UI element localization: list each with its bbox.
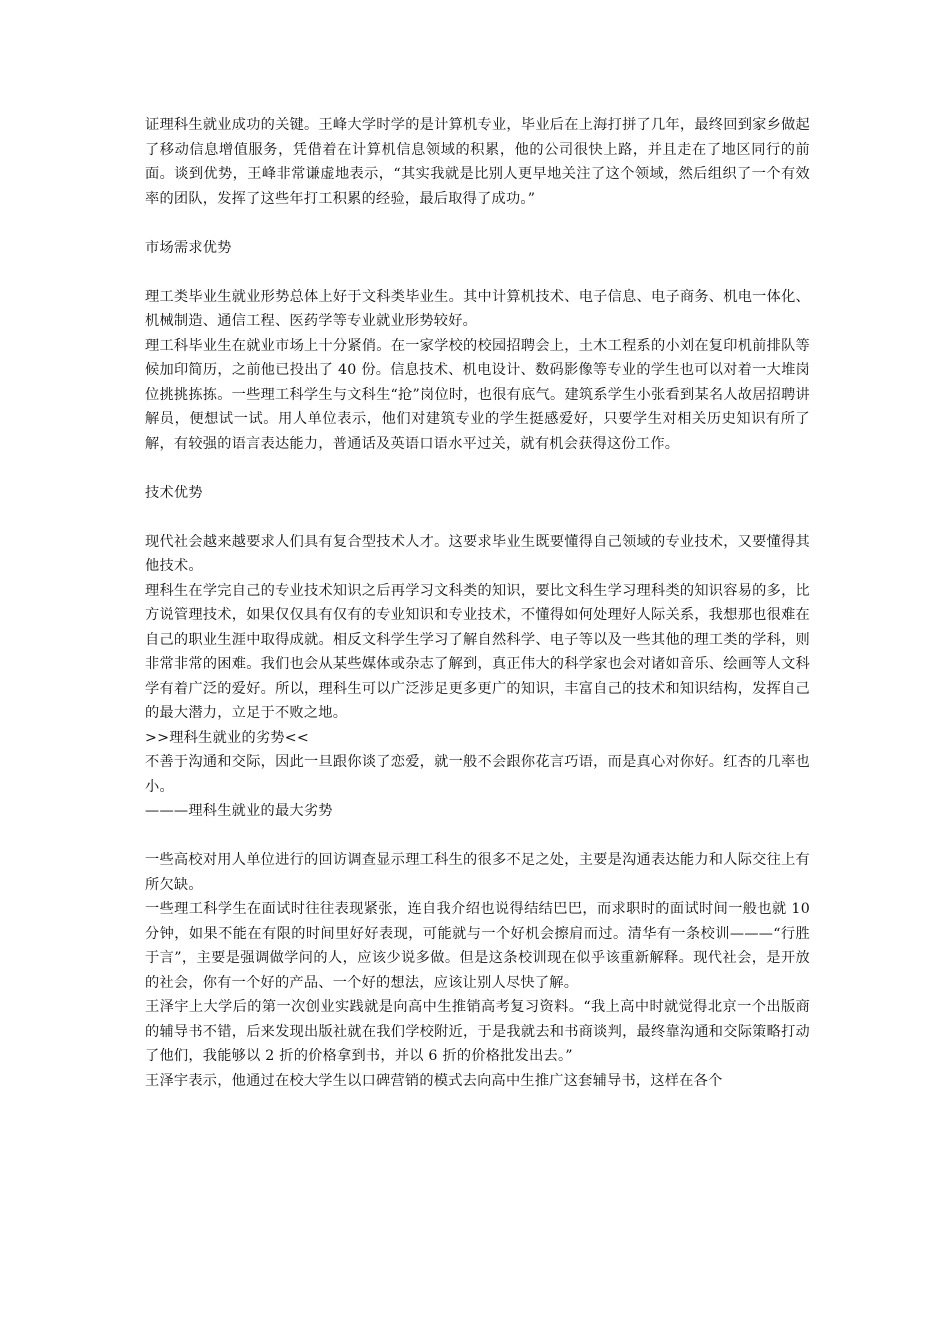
paragraph-employment-success: 证理科生就业成功的关键。王峰大学时学的是计算机专业，毕业后在上海打拼了几年，最终回到家乡做起了移动信息增值服务，凭借着在计算机信息领域的积累，他的公司很快上路，并且走在了地区同行的前面。谈到优势，王峰非常谦虚地表示，“其实我就是比别人更早地关注了这个领域，然后组织了一个有效率的团队，发挥了这些年打工积累的经验，最后取得了成功。” [145,117,810,207]
paragraph-compound-talent: 现代社会越来越要求人们具有复合型技术人才。这要求毕业生既要懂得自己领域的专业技术，又要懂得其他技术。 [145,533,810,574]
paragraph-job-market: 理工科毕业生在就业市场上十分紧俏。在一家学校的校园招聘会上，土木工程系的小刘在复印机前排队等候加印简历，之前他已投出了 40 份。信息技术、机电设计、数码影像等专业的学生也可以对着一大堆岗位挑挑拣拣。一些理工科学生与文科生“抢”岗位时，也很有底气。建筑系学生小张看到某名人故居招聘讲解员，便想试一试。用人单位表示，他们对建筑专业的学生挺感爱好，只要学生对相关历史知识有所了解，有较强的语言表达能力，普通话及英语口语水平过关，就有机会获得这份工作。 [145,337,810,452]
heading-market-demand: 市场需求优势 [145,239,232,256]
paragraph-wang-zeyu-story: 王泽宇上大学后的第一次创业实践就是向高中生推销高考复习资料。“我上高中时就觉得北京一个出版商的辅导书不错，后来发现出版社就在我们学校附近，于是我就去和书商谈判，最终靠沟通和交际策略打动了他们，我能够以 2 折的价格拿到书，并以 6 折的价格批发出去。” [145,999,810,1064]
paragraph-science-learning: 理科生在学完自己的专业技术知识之后再学习文科类的知识，要比文科生学习理科类的知识容易的多，比方说管理技术，如果仅仅具有仅有的专业知识和专业技术，不懂得如何处理好人际关系，我想那也很难在自己的职业生涯中取得成就。相反文科学生学习了解自然科学、电子等以及一些其他的理工类的学科，则非常非常的困难。我们也会从某些媒体或杂志了解到，真正伟大的科学家也会对诸如音乐、绘画等人文科学有着广泛的爱好。所以，理科生可以广泛涉足更多更广的知识，丰富自己的技术和知识结构，发挥自己的最大潜力，立足于不败之地。 [145,582,810,721]
paragraph-spacer [145,211,810,236]
paragraph-wang-zeyu-marketing: 王泽宇表示，他通过在校大学生以口碑营销的模式去向高中生推广这套辅导书，这样在各个 [145,1072,723,1089]
paragraph-engineering-outlook: 理工类毕业生就业形势总体上好于文科类毕业生。其中计算机技术、电子信息、电子商务、机电一体化、机械制造、通信工程、医药学等专业就业形势较好。 [145,288,810,329]
paragraph-spacer [145,824,810,849]
paragraph-survey-findings: 一些高校对用人单位进行的回访调查显示理工科生的很多不足之处，主要是沟通表达能力和人际交往上有所欠缺。 [145,852,810,893]
subheading-disadvantages: >>理科生就业的劣势<< [145,729,310,746]
paragraph-spacer [145,505,810,530]
paragraph-interview-nerves: 一些理工科学生在面试时往往表现紧张，连自我介绍也说得结结巴巴，而求职时的面试时间一般也就 10 分钟，如果不能在有限的时间里好好表现，可能就与一个好机会擦肩而过。清华有一条校训———“行胜于言”，主要是强调做学问的人，应该少说多做。但是这条校训现在似乎该重新解释。现代社会，是开放的社会，你有一个好的产品、一个好的想法，应该让别人尽快了解。 [145,901,810,991]
paragraph-spacer [145,260,810,285]
paragraph-biggest-disadvantage: ———理科生就业的最大劣势 [145,803,333,819]
paragraph-spacer [145,456,810,481]
document-page [145,113,810,1093]
paragraph-communication-joke: 不善于沟通和交际，因此一旦跟你谈了恋爱，就一般不会跟你花言巧语，而是真心对你好。红杏的几率也小。 [145,754,810,795]
heading-technical-advantage: 技术优势 [145,484,203,501]
